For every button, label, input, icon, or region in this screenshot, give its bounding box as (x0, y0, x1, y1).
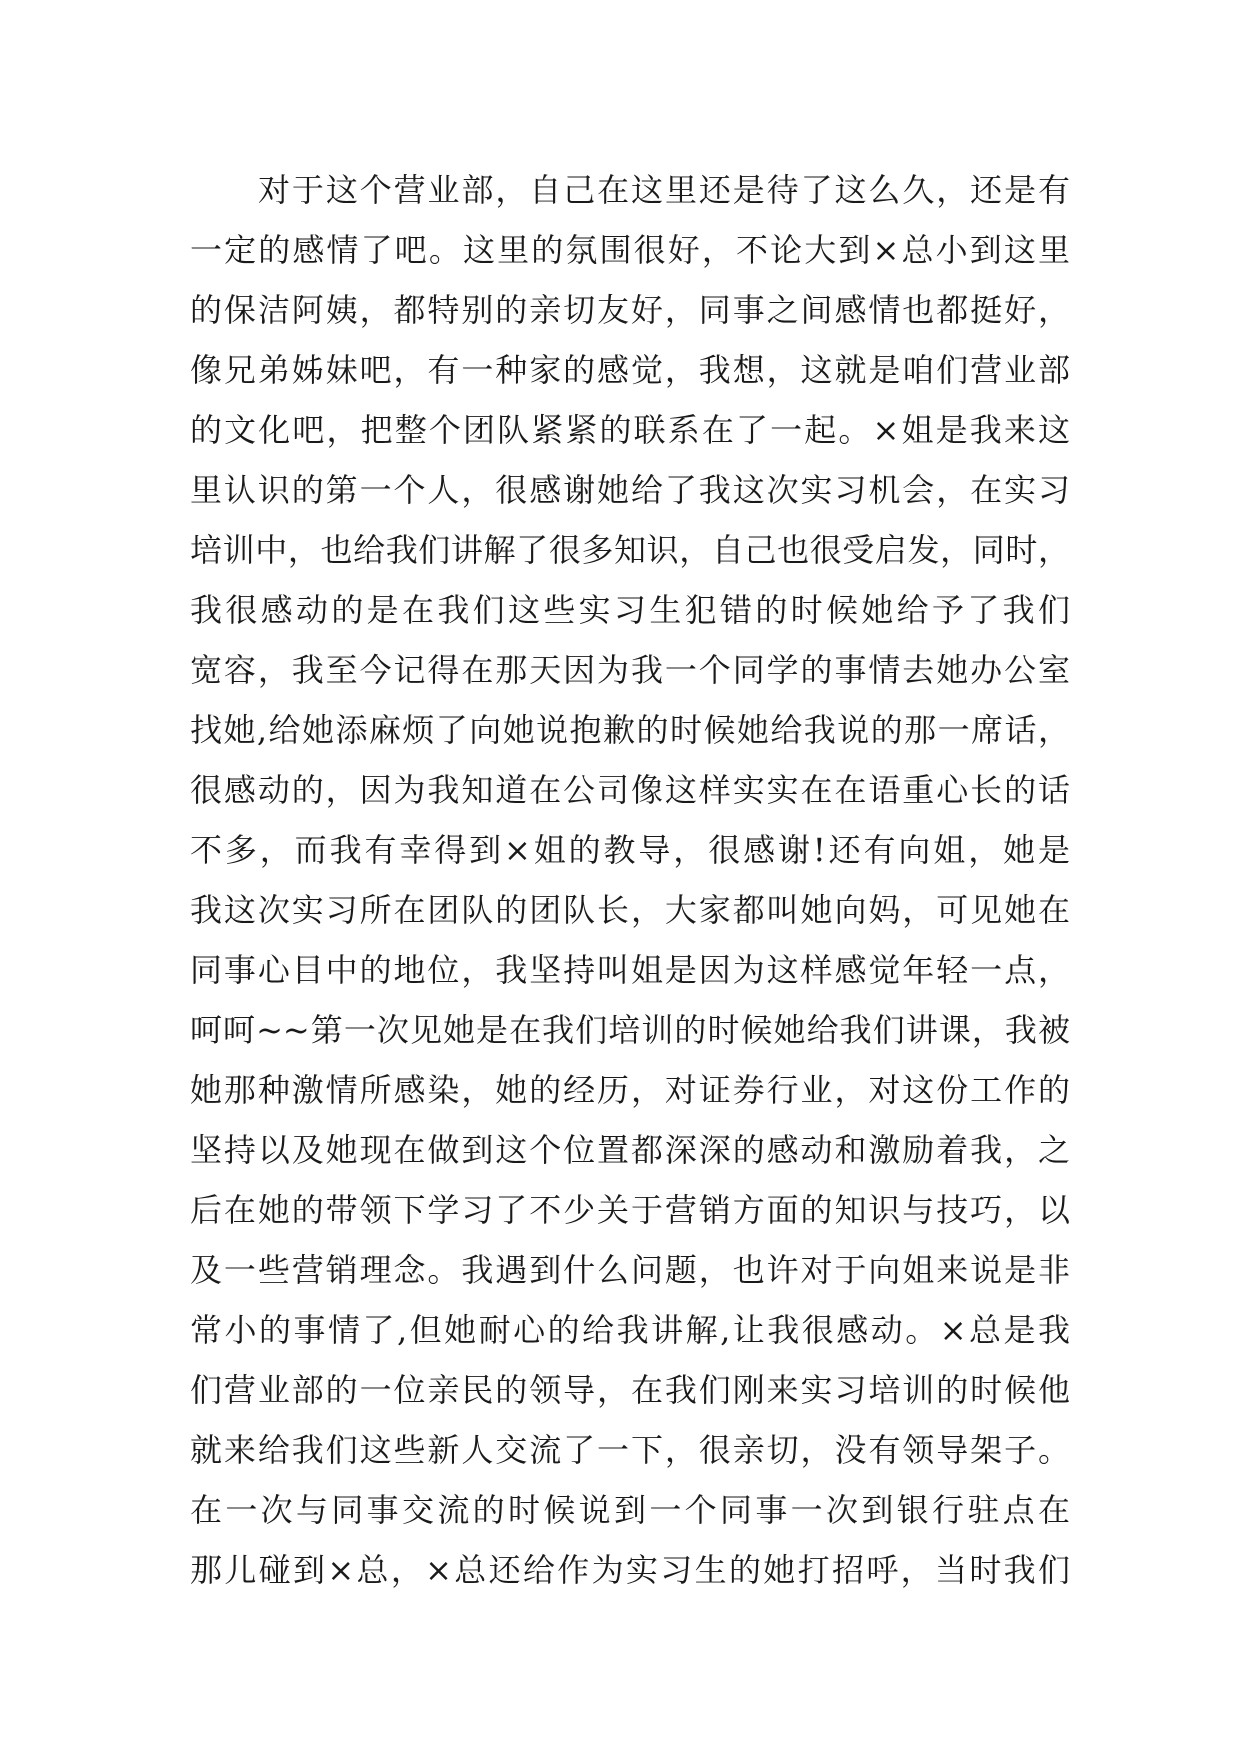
body-paragraph (190, 160, 1070, 1600)
text-line: 坚持以及她现在做到这个位置都深深的感动和激励着我，之 (190, 1131, 1070, 1169)
text-line: 就来给我们这些新人交流了一下，很亲切，没有领导架子。 (190, 1431, 1070, 1469)
text-line: 的保洁阿姨，都特别的亲切友好，同事之间感情也都挺好， (190, 291, 1070, 329)
text-line: 像兄弟姊妹吧，有一种家的感觉，我想，这就是咱们营业部 (190, 351, 1070, 389)
text-line: 们营业部的一位亲民的领导，在我们刚来实习培训的时候他 (190, 1371, 1070, 1409)
text-line: 培训中，也给我们讲解了很多知识，自己也很受启发，同时， (190, 531, 1070, 569)
text-line: 呵呵~~第一次见她是在我们培训的时候她给我们讲课，我被 (190, 1011, 1070, 1049)
text-line: 找她,给她添麻烦了向她说抱歉的时候她给我说的那一席话， (190, 711, 1070, 749)
text-line: 我很感动的是在我们这些实习生犯错的时候她给予了我们 (190, 591, 1070, 629)
text-line: 那儿碰到×总，×总还给作为实习生的她打招呼，当时我们 (190, 1551, 1070, 1589)
text-line: 里认识的第一个人，很感谢她给了我这次实习机会，在实习 (190, 471, 1070, 509)
text-line: 的文化吧，把整个团队紧紧的联系在了一起。×姐是我来这 (190, 411, 1070, 449)
text-line: 很感动的，因为我知道在公司像这样实实在在语重心长的话 (190, 771, 1070, 809)
text-line: 对于这个营业部，自己在这里还是待了这么久，还是有 (258, 171, 1070, 209)
text-line: 后在她的带领下学习了不少关于营销方面的知识与技巧，以 (190, 1191, 1070, 1229)
text-line: 在一次与同事交流的时候说到一个同事一次到银行驻点在 (190, 1491, 1070, 1529)
text-line: 宽容，我至今记得在那天因为我一个同学的事情去她办公室 (190, 651, 1070, 689)
text-line: 我这次实习所在团队的团队长，大家都叫她向妈，可见她在 (190, 891, 1070, 929)
text-line: 同事心目中的地位，我坚持叫姐是因为这样感觉年轻一点， (190, 951, 1070, 989)
text-line: 不多，而我有幸得到×姐的教导，很感谢!还有向姐，她是 (190, 831, 1070, 869)
text-line: 常小的事情了,但她耐心的给我讲解,让我很感动。×总是我 (190, 1311, 1070, 1349)
text-line: 一定的感情了吧。这里的氛围很好，不论大到×总小到这里 (190, 231, 1070, 269)
text-line: 及一些营销理念。我遇到什么问题，也许对于向姐来说是非 (190, 1251, 1070, 1289)
text-line: 她那种激情所感染，她的经历，对证券行业，对这份工作的 (190, 1071, 1070, 1109)
